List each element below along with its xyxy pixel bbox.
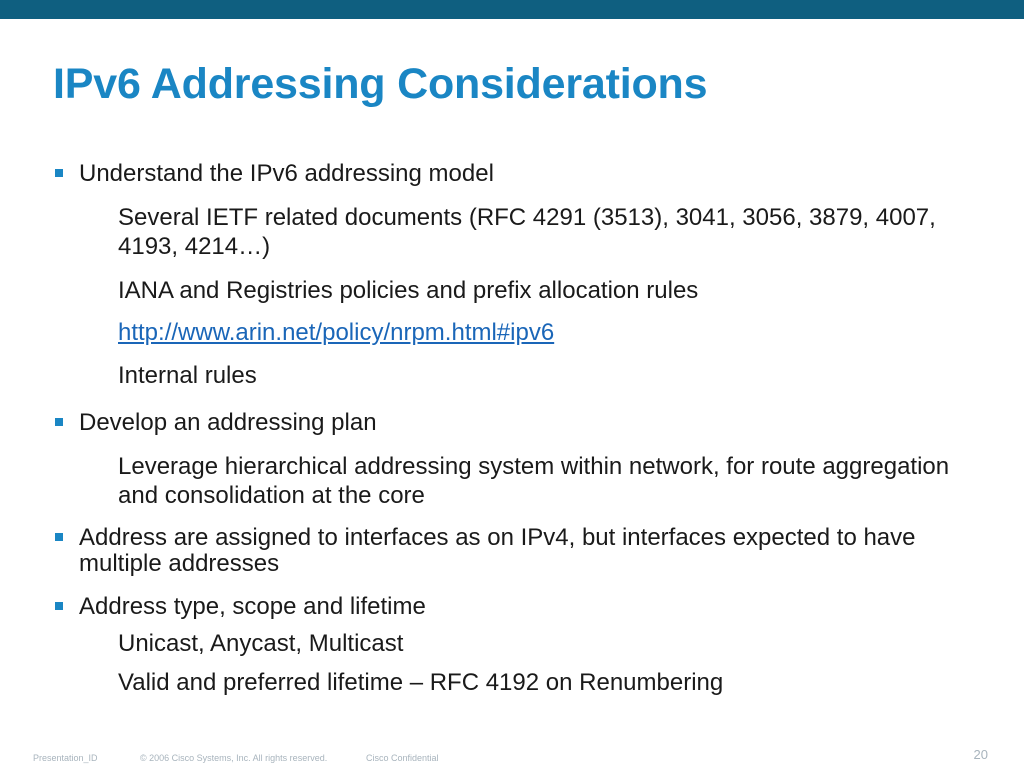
bullet-marker <box>55 602 63 610</box>
sub-item: Internal rules <box>118 362 257 389</box>
bullet-item: Address type, scope and lifetime <box>79 593 426 620</box>
sub-item: Several IETF related documents (RFC 4291 (3513), 3041, 3056, 3879, 4007, 4193, 4214…) <box>118 204 936 260</box>
sub-item: Unicast, Anycast, Multicast <box>118 630 404 657</box>
arin-policy-link[interactable]: http://www.arin.net/policy/nrpm.html#ipv6 <box>118 319 555 346</box>
bullet-marker <box>55 169 63 177</box>
sub-item: IANA and Registries policies and prefix allocation rules <box>118 277 699 304</box>
bullet-item: Address are assigned to interfaces as on IPv4, but interfaces expected to have multiple addresses <box>79 524 916 577</box>
footer-presentation-id: Presentation_ID <box>33 753 98 763</box>
sub-item: Valid and preferred lifetime – RFC 4192 on Renumbering <box>118 669 724 696</box>
bullet-item: Develop an addressing plan <box>79 409 377 436</box>
footer-confidential: Cisco Confidential <box>366 753 439 763</box>
sub-item: Leverage hierarchical addressing system within network, for route aggregation and consolidation at the core <box>118 453 950 509</box>
bullet-item: Understand the IPv6 addressing model <box>79 160 494 187</box>
bullet-marker <box>55 533 63 541</box>
bullet-marker <box>55 418 63 426</box>
page-number: 20 <box>973 747 988 762</box>
footer-copyright: © 2006 Cisco Systems, Inc. All rights reserved. <box>140 753 328 763</box>
slide-title: IPv6 Addressing Considerations <box>53 60 708 108</box>
top-banner <box>0 0 1024 19</box>
